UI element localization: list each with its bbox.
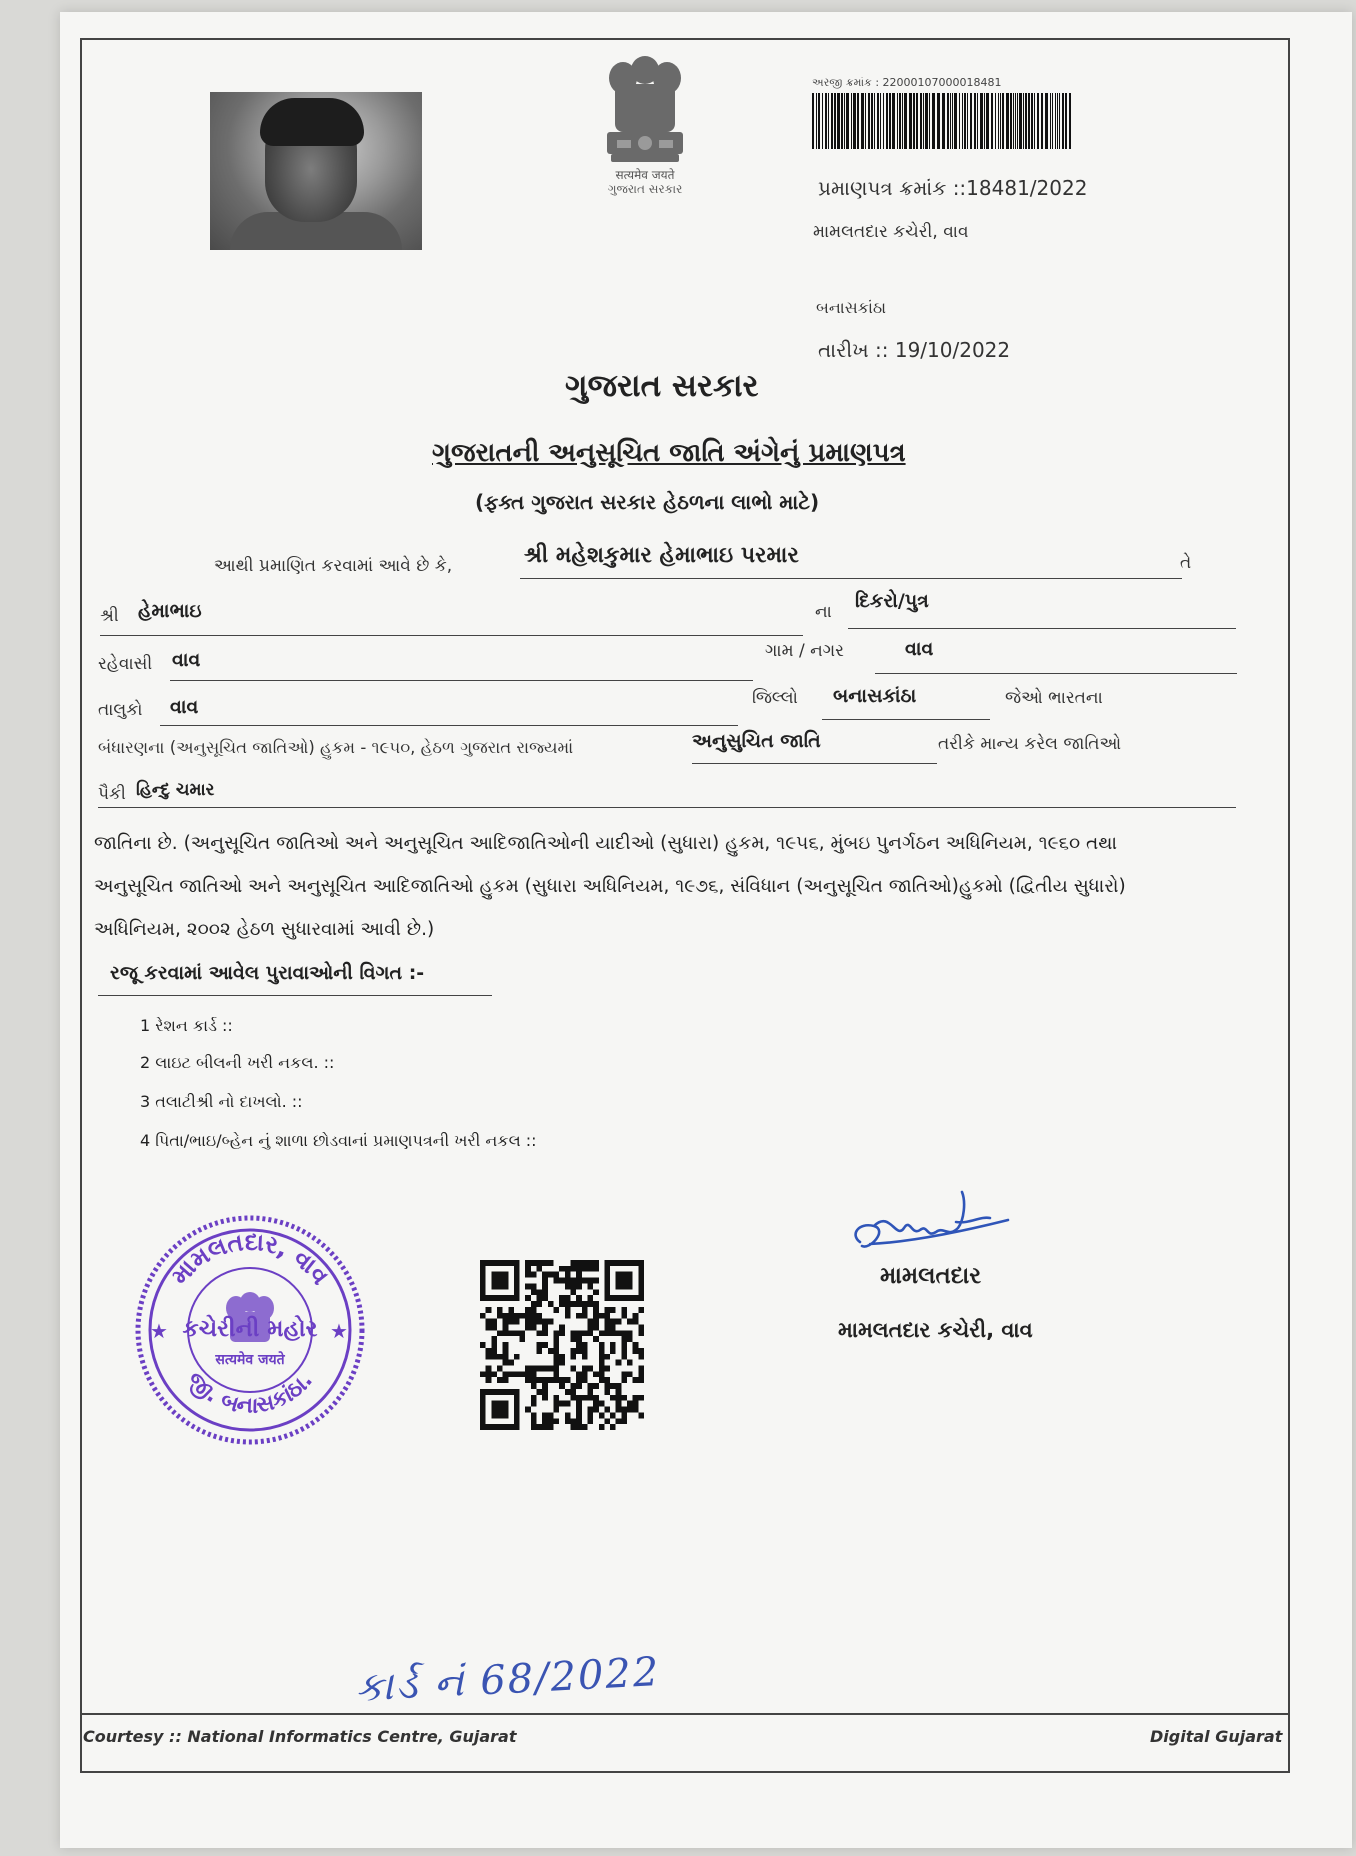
signatory-office: મામલતદાર કચેરી, વાવ: [838, 1318, 1033, 1342]
recognized-label: તરીકે માન્ય કરેલ જાતિઓ: [938, 734, 1122, 754]
order-label: બંધારણના (અનુસૂચિત જાતિઓ) હુકમ - ૧૯૫૦, હેઠળ ગુજરાત રાજ્યમાં: [98, 738, 574, 757]
father-name: હેમાભાઇ: [138, 600, 202, 622]
seal-motto: सत्यमेव जयते: [215, 1352, 285, 1368]
office-seal-stamp: [130, 1212, 370, 1448]
te-label: તે: [1180, 553, 1192, 573]
district: બનાસકાંઠા: [833, 685, 917, 707]
svg-text:★: ★: [150, 1319, 168, 1343]
proof-item: 1 રેશન કાર્ડ ::: [140, 1016, 233, 1035]
application-number: અરજી ક્રમાંક : 22000107000018481: [812, 76, 1002, 89]
svg-text:★: ★: [330, 1319, 348, 1343]
emblem-caption-motto: सत्यमेव जयते: [615, 168, 675, 182]
residence: વાવ: [172, 649, 201, 671]
village: વાવ: [905, 638, 934, 660]
government-heading: ગુજરાત સરકાર: [565, 368, 759, 404]
proof-item: 4 પિતા/ભાઇ/બ્હેન નું શાળા છોડવાનાં પ્રમાણપત્રની ખરી નકલ ::: [140, 1131, 537, 1150]
certificate-number: પ્રમાણપત્ર ક્રમાંક ::18481/2022: [818, 176, 1088, 200]
proofs-title: રજૂ કરવામાં આવેલ પુરાવાઓની વિગત :-: [110, 962, 425, 984]
handwritten-note-text: કાર્ડ નં 68/2022: [354, 1649, 662, 1711]
residence-label: રહેવાસી: [98, 654, 153, 674]
issuing-district: બનાસકાંઠા: [816, 298, 887, 317]
who-label: જેઓ ભારતના: [1005, 688, 1103, 708]
certificate-subtitle: (ફક્ત ગુજરાત સરકાર હેઠળના લાભો માટે): [475, 490, 820, 514]
among-label: પૈકી: [98, 784, 126, 804]
seal-bottom-text: જી. બનાસકાંઠા.: [181, 1367, 318, 1419]
svg-text:જી. બનાસકાંઠા.: [182, 1367, 318, 1418]
relation: દિકરો/પુત્ર: [855, 590, 929, 612]
taluka: વાવ: [170, 696, 199, 718]
seal-middle-text: કચેરીની મહોર: [182, 1316, 318, 1342]
legal-paragraph-line-2: અનુસૂચિત જાતિઓ અને અનુસૂચિત આદિજાતિઓ હુકમ (સુધારા અધિનિયમ, ૧૯૭૬, સંવિધાન (અનુસૂચિત જાતિઓ)હુકમો (દ્વિતીય સુધારો): [94, 876, 1126, 897]
barcode: [812, 93, 1072, 149]
legal-paragraph-line-1: જાતિના છે. (અનુસૂચિત જાતિઓ અને અનુસૂચિત આદિજાતિઓની યાદીઓ (સુધારા) હુકમ, ૧૯૫૬, મુંબઇ પુનર્ગઠન અધિનિયમ, ૧૯૬૦ તથા: [94, 833, 1117, 854]
taluka-label: તાલુકો: [98, 700, 143, 720]
footer-courtesy: Courtesy :: National Informatics Centre, Gujarat: [83, 1727, 517, 1746]
emblem-caption-govt: ગુજરાત સરકાર: [607, 182, 683, 196]
caste: હિન્દુ ચમાર: [136, 780, 215, 800]
category: અનુસુચિત જાતિ: [692, 730, 821, 752]
signature: [840, 1180, 1020, 1270]
applicant-name: શ્રી મહેશકુમાર હેમાભાઇ પરમાર: [524, 543, 799, 568]
certificate-title: ગુજરાતની અનુસૂચિત જાતિ અંગેનું પ્રમાણપત્ર: [432, 438, 906, 468]
intro-label: આથી પ્રમાણિત કરવામાં આવે છે કે,: [214, 556, 453, 576]
qr-code: [480, 1260, 644, 1430]
proof-item: 3 તલાટીશ્રી નો દાખલો. ::: [140, 1092, 303, 1111]
issuing-office: મામલતદાર કચેરી, વાવ: [813, 222, 969, 242]
legal-paragraph-line-3: અધિનિયમ, ૨૦૦૨ હેઠળ સુધારવામાં આવી છે.): [94, 919, 435, 940]
footer-divider: [80, 1713, 1290, 1715]
district-label: જિલ્લો: [752, 688, 798, 708]
handwritten-note: [354, 1649, 765, 1721]
footer-brand: Digital Gujarat: [1150, 1727, 1283, 1746]
signatory-title: મામલતદાર: [880, 1263, 982, 1289]
issue-date: તારીખ :: 19/10/2022: [818, 338, 1011, 362]
na-label: ના: [815, 602, 832, 622]
shri-label: શ્રી: [100, 606, 119, 626]
applicant-photo: [210, 92, 422, 250]
seal-top-text: મામલતદાર, વાવ: [165, 1227, 335, 1290]
proof-item: 2 લાઇટ બીલની ખરી નકલ. ::: [140, 1053, 335, 1072]
village-label: ગામ / નગર: [765, 641, 844, 661]
